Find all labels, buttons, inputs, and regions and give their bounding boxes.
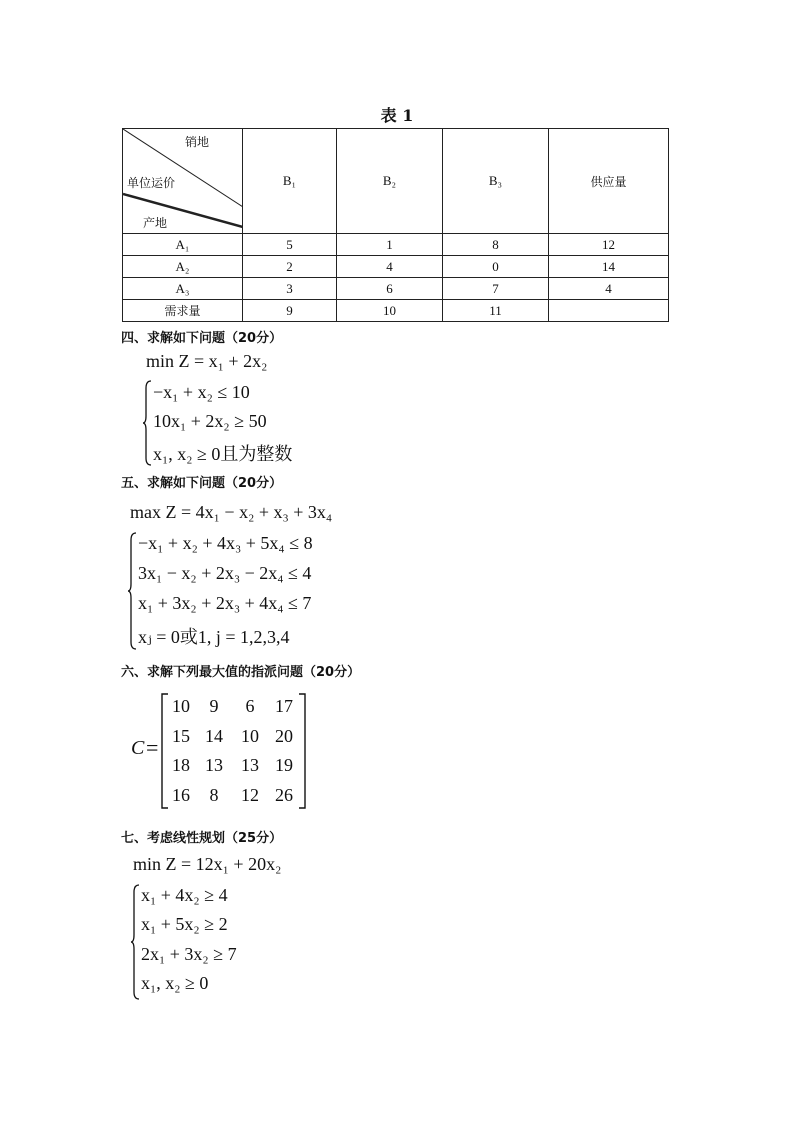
matrix-cell: 18 (172, 755, 190, 776)
matrix-row (166, 722, 300, 752)
matrix-cell: 10 (241, 725, 259, 746)
matrix-cell: 15 (172, 725, 190, 746)
matrix-cell: 6 (245, 696, 255, 717)
column-header: B₁ (243, 129, 337, 234)
table-cell: 5 (243, 234, 337, 256)
q4-constraint: 10x₁ + 2x₂ ≥ 50 (153, 411, 267, 431)
q4-constraint: x₁, x₂ ≥ 0且为整数 (153, 444, 293, 464)
q5-objective: max Z = 4x₁ − x₂ + x₃ + 3x₄ (130, 502, 333, 522)
table-cell: 4 (337, 256, 443, 278)
transport-table (122, 128, 668, 319)
matrix-cell: 17 (275, 696, 293, 717)
q5-constraint: x₁ + 3x₂ + 2x₃ + 4x₄ ≤ 7 (138, 593, 312, 613)
column-header: 供应量 (549, 129, 669, 234)
table-caption: 表 1 (380, 106, 414, 125)
corner-cell (123, 129, 243, 234)
q7-brace (131, 884, 141, 1000)
row-label: A₂ (123, 256, 243, 278)
q4-objective: min Z = x₁ + 2x₂ (146, 351, 268, 371)
table-row (123, 234, 669, 256)
table-cell: 10 (337, 300, 443, 322)
matrix-cell: 10 (172, 696, 190, 717)
q7-constraint: 2x₁ + 3x₂ ≥ 7 (141, 944, 237, 964)
matrix-cell: 13 (241, 755, 259, 776)
matrix-cell: 13 (205, 755, 223, 776)
matrix-row (166, 781, 300, 811)
corner-top-label: 销地 (185, 135, 210, 149)
q7-constraint: x₁, x₂ ≥ 0 (141, 973, 209, 993)
table-cell: 2 (243, 256, 337, 278)
table-cell: 8 (443, 234, 549, 256)
q4-brace (143, 380, 153, 466)
table-cell: 11 (443, 300, 549, 322)
matrix-cell: 26 (275, 784, 293, 805)
q4-heading: 四、求解如下问题（20分） (121, 331, 283, 346)
matrix-cell: 8 (209, 784, 219, 805)
matrix-row (166, 692, 300, 722)
table-cell: 3 (243, 278, 337, 300)
q7-objective: min Z = 12x₁ + 20x₂ (133, 854, 282, 874)
column-header: B₃ (443, 129, 549, 234)
table-cell: 1 (337, 234, 443, 256)
matrix-row (166, 751, 300, 781)
table-row (123, 300, 669, 322)
row-label: 需求量 (123, 300, 243, 322)
matrix-cell: 20 (275, 725, 293, 746)
q5-heading: 五、求解如下问题（20分） (121, 476, 283, 491)
matrix-equals: = (146, 735, 159, 760)
table-row (123, 256, 669, 278)
matrix-cell: 19 (275, 755, 293, 776)
q6-heading: 六、求解下列最大值的指派问题（20分） (121, 665, 361, 680)
q5-brace (128, 532, 138, 650)
table-cell: 12 (549, 234, 669, 256)
table-cell: 4 (549, 278, 669, 300)
q5-constraint: xⱼ = 0或1, j = 1,2,3,4 (138, 627, 290, 647)
row-label: A₁ (123, 234, 243, 256)
q5-constraint: −x₁ + x₂ + 4x₃ + 5x₄ ≤ 8 (138, 533, 313, 553)
matrix-cell: 16 (172, 784, 190, 805)
q5-constraint: 3x₁ − x₂ + 2x₃ − 2x₄ ≤ 4 (138, 563, 312, 583)
q7-constraint: x₁ + 5x₂ ≥ 2 (141, 914, 228, 934)
q7-constraint: x₁ + 4x₂ ≥ 4 (141, 885, 228, 905)
matrix-name: C (131, 737, 145, 759)
matrix-cell: 12 (241, 784, 259, 805)
table-cell: 9 (243, 300, 337, 322)
table-cell: 6 (337, 278, 443, 300)
column-header: B₂ (337, 129, 443, 234)
q4-constraint: −x₁ + x₂ ≤ 10 (153, 382, 250, 402)
table-cell: 14 (549, 256, 669, 278)
row-label: A₃ (123, 278, 243, 300)
corner-bottom-label: 产地 (143, 216, 168, 230)
table-row (123, 278, 669, 300)
table-cell: 7 (443, 278, 549, 300)
assignment-matrix (166, 692, 300, 810)
table-cell (549, 300, 669, 322)
corner-middle-label: 单位运价 (127, 176, 176, 190)
matrix-cell: 9 (209, 696, 219, 717)
q7-heading: 七、考虑线性规划（25分） (121, 831, 283, 846)
matrix-cell: 14 (205, 725, 223, 746)
table-cell: 0 (443, 256, 549, 278)
